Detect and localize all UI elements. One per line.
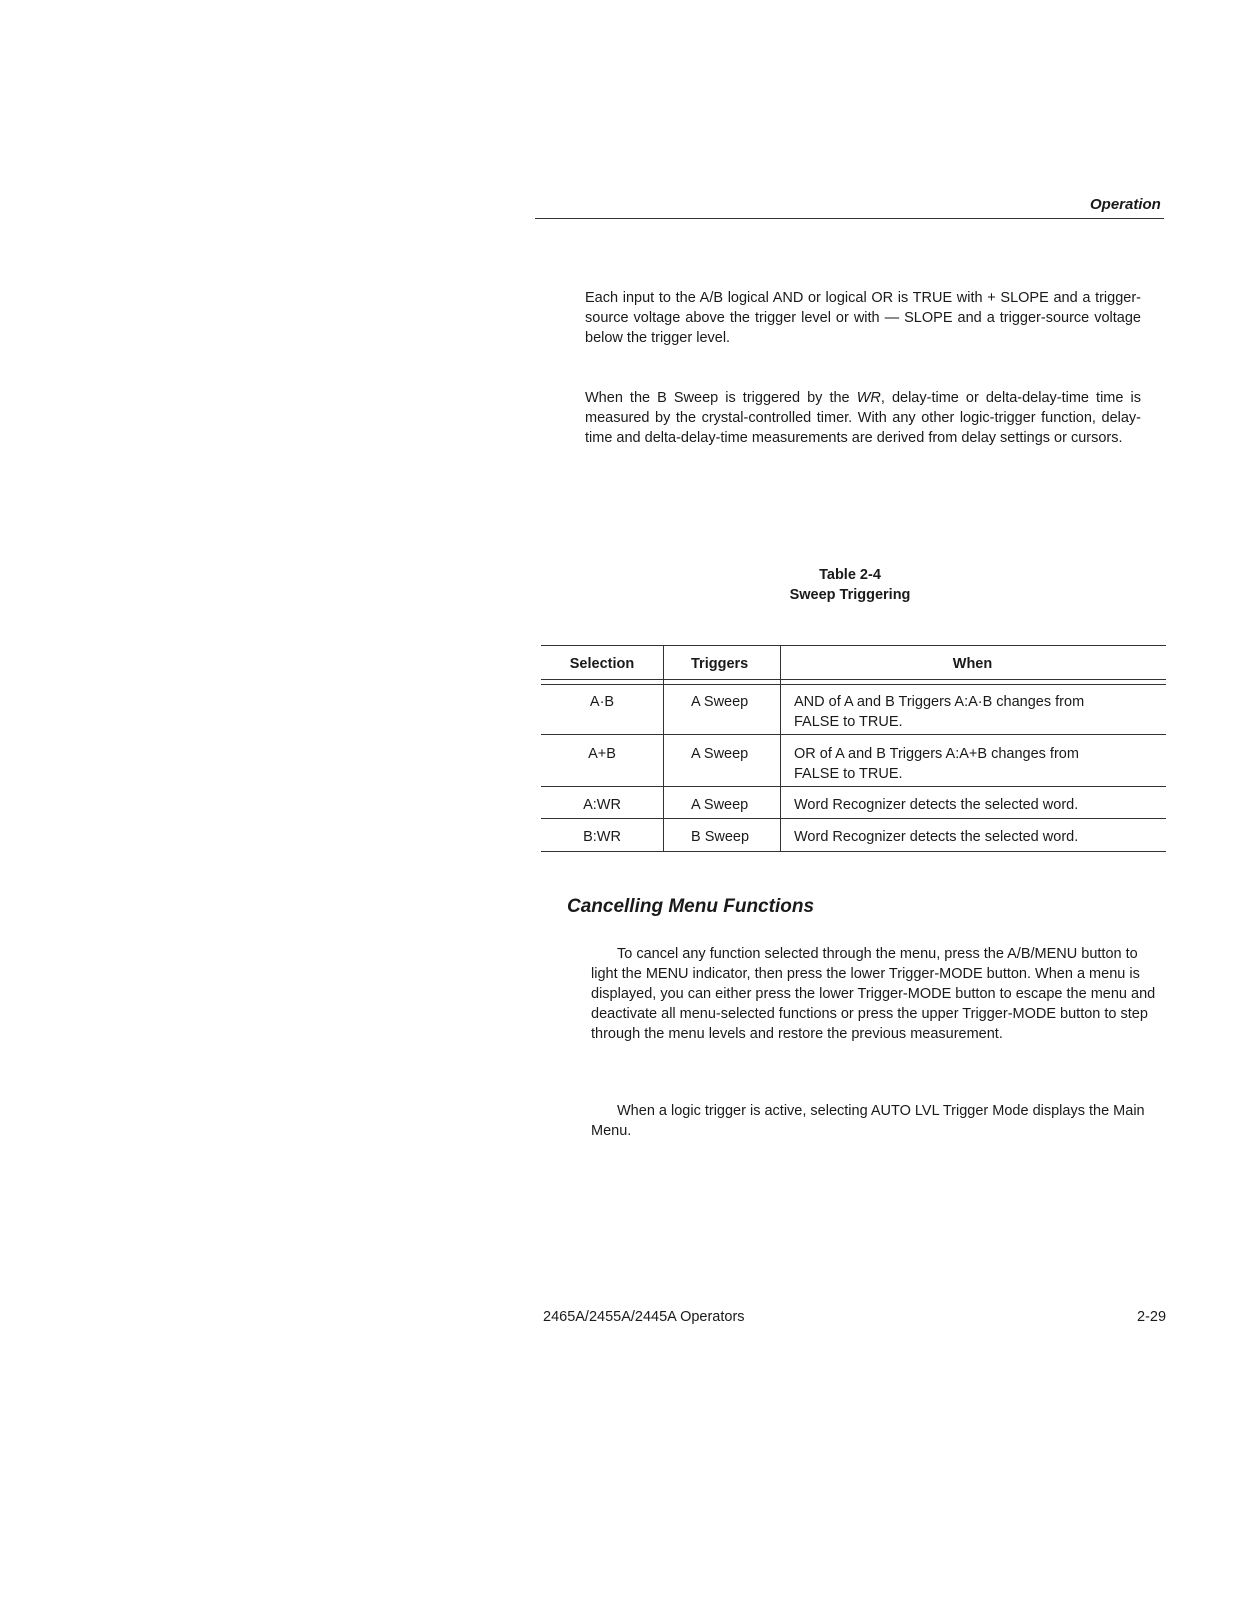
table-row-rule — [541, 734, 1166, 735]
table-cell-triggers: A Sweep — [691, 797, 749, 813]
table-column-divider — [780, 645, 781, 852]
table-cell-selection: A·B — [589, 694, 615, 710]
table-title: Sweep Triggering — [789, 587, 911, 603]
table-cell-selection: B:WR — [583, 829, 621, 845]
paragraph-cancel-menu: To cancel any function selected through the menu, press the A/B/MENU button to light the MENU indicator, then press the lower Trigger-MODE button. When a menu is displayed, you can either press the lower Trigger-MODE button to escape the menu and deactivate all menu-selected functions or press the upper Trigger-MODE button to step through the menu levels and restore the previous measurement. — [591, 946, 1156, 1042]
table-header-rule — [541, 679, 1166, 680]
table-column-divider — [663, 645, 664, 852]
header-rule — [535, 218, 1164, 219]
paragraph-auto-lvl: When a logic trigger is active, selecting AUTO LVL Trigger Mode displays the Main Menu. — [591, 1103, 1145, 1139]
table-cell-when: Word Recognizer detects the selected word. — [794, 797, 1079, 813]
table-cell-triggers: A Sweep — [691, 694, 749, 710]
column-header-triggers: Triggers — [691, 656, 749, 672]
table-header-rule-double — [541, 684, 1166, 685]
footer-manual-title: 2465A/2455A/2445A Operators — [543, 1309, 745, 1325]
section-heading: Cancelling Menu Functions — [567, 896, 815, 917]
wr-emphasis: WR — [856, 390, 881, 406]
table-top-rule — [541, 645, 1166, 646]
running-header: Operation — [1090, 196, 1161, 213]
table-cell-when: OR of A and B Triggers A:A+B changes from — [794, 746, 1079, 762]
table-cell-selection: A+B — [588, 746, 616, 762]
paragraph-delay-time-start: When the B Sweep is triggered by the — [585, 390, 857, 406]
table-bottom-rule — [541, 851, 1166, 852]
table-row-rule — [541, 786, 1166, 787]
table-cell-selection: A:WR — [583, 797, 621, 813]
paragraph-slope: Each input to the A/B logical AND or logical OR is TRUE with + SLOPE and a trigger-source voltage above the trigger level or with — SLOPE and a trigger-source voltage below the trigger level. — [585, 290, 1141, 346]
table-cell-when: FALSE to TRUE. — [794, 766, 903, 782]
column-header-when: When — [952, 656, 993, 672]
table-cell-when: AND of A and B Triggers A:A·B changes from — [794, 694, 1085, 710]
table-row-rule — [541, 818, 1166, 819]
column-header-selection: Selection — [569, 656, 635, 672]
table-caption — [700, 565, 1000, 605]
table-cell-when: Word Recognizer detects the selected word. — [794, 829, 1079, 845]
table-cell-triggers: A Sweep — [691, 746, 749, 762]
paragraph-delay-time-end: , delay-time or delta-delay-time time is measured by the crystal-controlled timer. With any other logic-trigger function, delay-time and delta-delay-time measurements are derived from delay settings or cursors. — [585, 390, 1141, 446]
table-cell-when: FALSE to TRUE. — [794, 714, 903, 730]
paragraph-delay-time — [585, 388, 1141, 448]
page-number: 2-29 — [1137, 1309, 1167, 1325]
table-cell-triggers: B Sweep — [691, 829, 750, 845]
table-number: Table 2-4 — [819, 567, 881, 583]
